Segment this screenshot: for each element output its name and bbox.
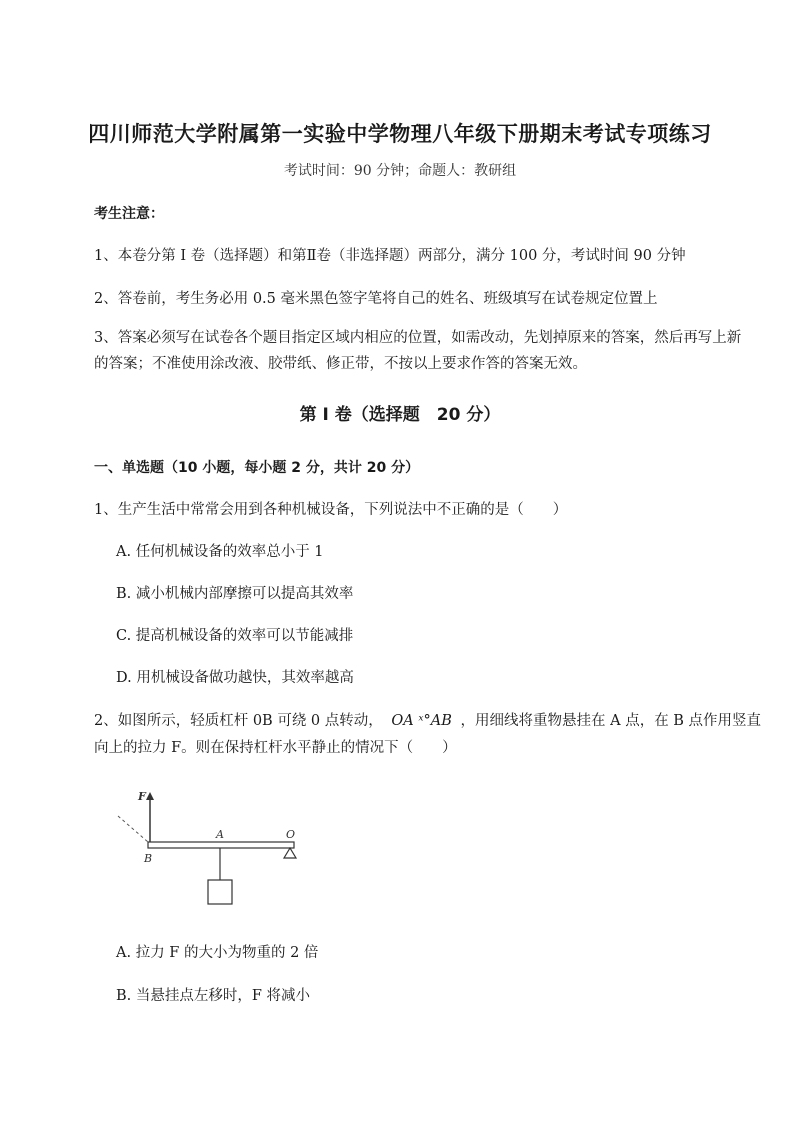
- notice-heading: 考生注意：: [94, 206, 164, 222]
- question-1-option-a: A. 任何机械设备的效率总小于 1: [116, 544, 324, 560]
- notice-item-2: 2、答卷前，考生务必用 0.5 毫米黑色签字笔将自己的姓名、班级填写在试卷规定位置上: [94, 291, 658, 307]
- question-group-heading: 一、单选题（10 小题，每小题 2 分，共计 20 分）: [94, 460, 420, 476]
- force-label: F: [138, 790, 146, 803]
- exam-info: 考试时间：90 分钟；命题人：教研组: [283, 163, 517, 179]
- question-1-option-d: D. 用机械设备做功越快，其效率越高: [116, 670, 354, 686]
- question-2-stem-line2: 向上的拉力 F。则在保持杠杆水平静止的情况下（ ）: [94, 740, 457, 756]
- question-1-stem: 1、生产生活中常常会用到各种机械设备，下列说法中不正确的是（ ）: [94, 502, 568, 518]
- pivot-label: O: [286, 828, 296, 841]
- lever-diagram: [110, 780, 310, 910]
- point-a-label: A: [216, 828, 224, 841]
- question-2-option-b: B. 当悬挂点左移时，F 将减小: [116, 988, 311, 1004]
- question-2-stem-part1: 2、如图所示，轻质杠杆 0B 可绕 0 点转动，: [94, 713, 383, 729]
- point-b-label: B: [144, 852, 153, 865]
- page-title: 四川师范大学附属第一实验中学物理八年级下册期末考试专项练习: [88, 122, 712, 146]
- notice-item-3: 3、答案必须写在试卷各个题目指定区域内相应的位置，如需改动，先划掉原来的答案，然后再写上新的答案；不准使用涂改液、胶带纸、修正带，不按以上要求作答的答案无效。: [94, 330, 742, 372]
- notice-item-1: 1、本卷分第 I 卷（选择题）和第Ⅱ卷（非选择题）两部分，满分 100 分，考试时间 90 分钟: [94, 248, 686, 264]
- pivot-triangle: [284, 848, 296, 858]
- question-2-option-a: A. 拉力 F 的大小为物重的 2 倍: [116, 945, 319, 961]
- dashed-line: [118, 816, 148, 842]
- question-1-option-c: C. 提高机械设备的效率可以节能减排: [116, 628, 354, 644]
- question-2-stem-part2: ，用细线将重物悬挂在 A 点，在 B 点作用竖直: [460, 713, 762, 729]
- question-2-ratio: OA ˣ°AB: [391, 713, 452, 729]
- force-arrowhead: [146, 792, 154, 800]
- question-1-option-b: B. 减小机械内部摩擦可以提高其效率: [116, 586, 354, 602]
- section-title: 第 I 卷（选择题 20 分）: [299, 405, 501, 425]
- lever-bar: [148, 842, 294, 848]
- question-2-stem: [94, 709, 761, 730]
- weight-box: [208, 880, 232, 904]
